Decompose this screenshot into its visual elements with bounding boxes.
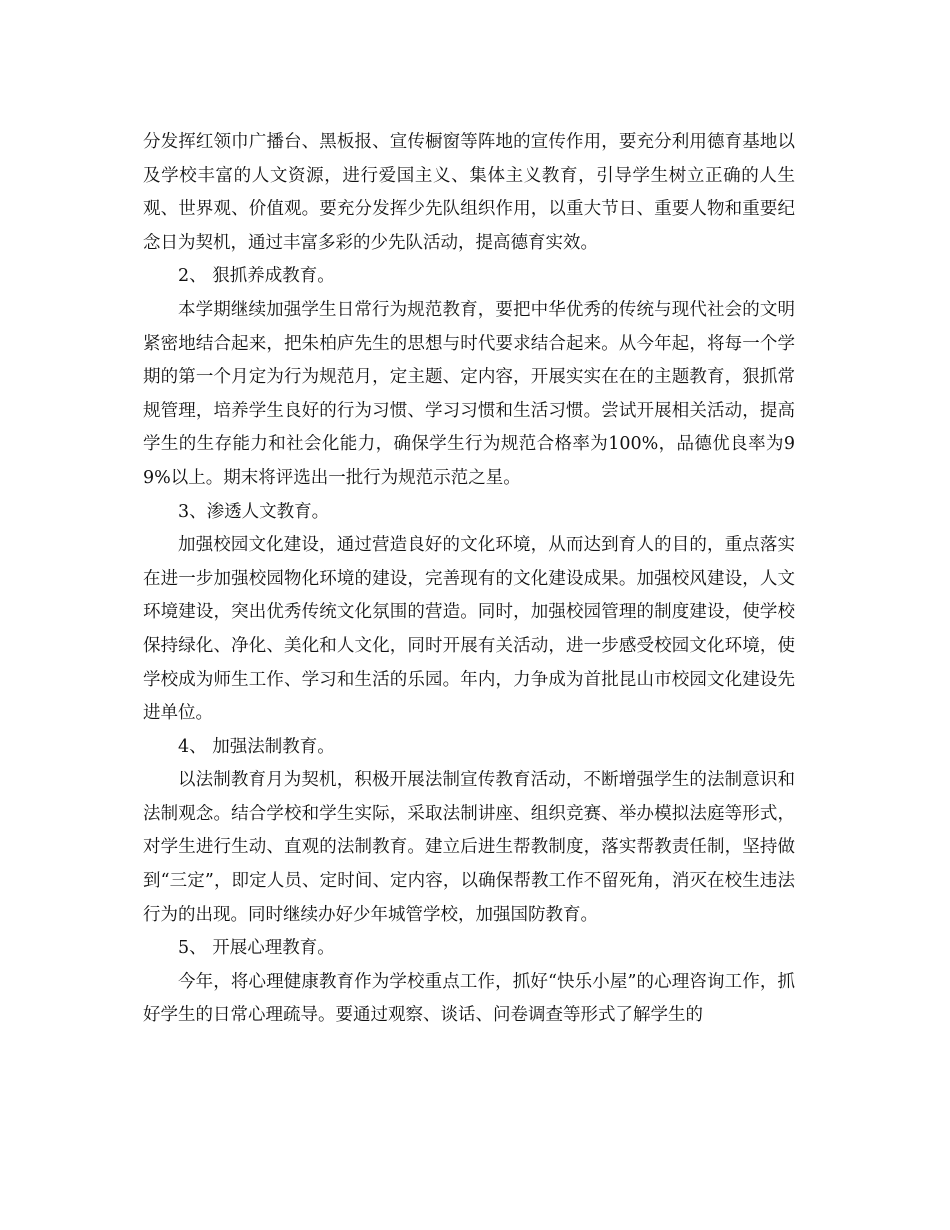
section-heading-legal-education: 4、 加强法制教育。 (178, 736, 335, 757)
section-heading-habit-education: 2、 狠抓养成教育。 (178, 266, 335, 287)
document-body (143, 126, 795, 1033)
paragraph-habit-education: 本学期继续加强学生日常行为规范教育，要把中华优秀的传统与现代社会的文明紧密地结合起来，把朱柏庐先生的思想与时代要求结合起来。从今年起，将每一个学期的第一个月定为行为规范月，定主题、定内容，开展实实在在的主题教育，狠抓常规管理，培养学生良好的行为习惯、学习习惯和生活习惯。尝试开展相关活动，提高学生的生存能力和社会化能力，确保学生行为规范合格率为100%，品德优良率为99%以上。期末将评选出一批行为规范示范之星。 (143, 299, 795, 488)
paragraph-moral-education-continuation: 分发挥红领巾广播台、黑板报、宣传橱窗等阵地的宣传作用，要充分利用德育基地以及学校丰富的人文资源，进行爱国主义、集体主义教育，引导学生树立正确的人生观、世界观、价值观。要充分发挥少先队组织作用，以重大节日、重要人物和重要纪念日为契机，通过丰富多彩的少先队活动，提高德育实效。 (143, 132, 795, 253)
section-heading-humanistic-education: 3、渗透人文教育。 (178, 501, 330, 522)
paragraph-psychological-education: 今年，将心理健康教育作为学校重点工作，抓好“快乐小屋”的心理咨询工作，抓好学生的日常心理疏导。要通过观察、谈话、问卷调查等形式了解学生的 (143, 971, 795, 1026)
section-heading-psychological-education: 5、 开展心理教育。 (178, 938, 335, 959)
paragraph-humanistic-education: 加强校园文化建设，通过营造良好的文化环境，从而达到育人的目的，重点落实在进一步加强校园物化环境的建设，完善现有的文化建设成果。加强校风建设，人文环境建设，突出优秀传统文化氛围的营造。同时，加强校园管理的制度建设，使学校保持绿化、净化、美化和人文化，同时开展有关活动，进一步感受校园文化环境，使学校成为师生工作、学习和生活的乐园。年内，力争成为首批昆山市校园文化建设先进单位。 (143, 535, 795, 724)
paragraph-legal-education: 以法制教育月为契机，积极开展法制宣传教育活动，不断增强学生的法制意识和法制观念。结合学校和学生实际，采取法制讲座、组织竞赛、举办模拟法庭等形式，对学生进行生动、直观的法制教育。建立后进生帮教制度，落实帮教责任制，坚持做到“三定”，即定人员、定时间、定内容，以确保帮教工作不留死角，消灭在校生违法行为的出现。同时继续办好少年城管学校，加强国防教育。 (143, 770, 795, 925)
